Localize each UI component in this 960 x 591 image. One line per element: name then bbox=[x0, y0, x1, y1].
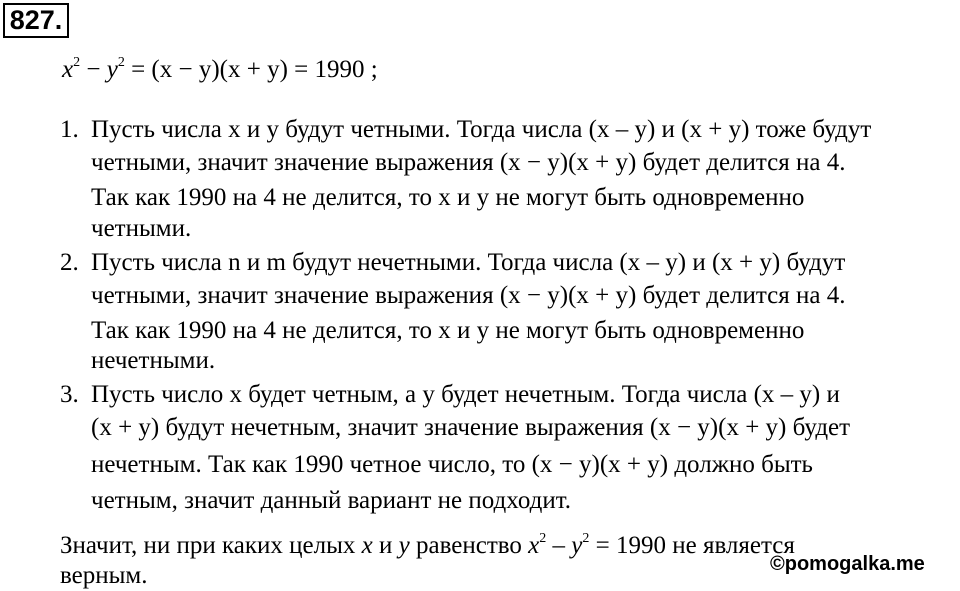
conclusion-mid: равенство bbox=[409, 532, 529, 559]
item-1-line-1: Пусть числа x и y будут четными. Тогда числа (x – y) и (x + y) тоже будут bbox=[91, 116, 872, 143]
conclusion-exp1: 2 bbox=[539, 531, 547, 546]
item-2-line-3: Так как 1990 на 4 не делится, то x и y не могут быть одновременно bbox=[91, 317, 805, 344]
formula-minus: − bbox=[80, 56, 107, 83]
formula-exp2: 2 bbox=[117, 55, 125, 70]
item-3-line-2: (x + y) будут нечетным, значит значение выражения (x − y)(x + y) будет bbox=[91, 414, 851, 441]
item-3-line-1: Пусть число x будет четным, а y будет нечетным. Тогда числа (x – y) и bbox=[91, 381, 840, 408]
main-formula bbox=[62, 56, 378, 84]
formula-semicolon: ; bbox=[370, 56, 378, 83]
item-1-line-3: Так как 1990 на 4 не делится, то x и y не могут быть одновременно bbox=[91, 184, 805, 211]
conclusion-x: x bbox=[361, 532, 373, 559]
conclusion-y: y bbox=[398, 532, 410, 559]
item-3-line-3: нечетным. Так как 1990 четное число, то (x − y)(x + y) должно быть bbox=[91, 451, 813, 478]
conclusion-text-start: Значит, ни при каких целых bbox=[60, 532, 362, 559]
conclusion-exp2: 2 bbox=[582, 531, 590, 546]
conclusion-dash: – bbox=[546, 532, 572, 559]
watermark: ©pomogalka.me bbox=[770, 553, 925, 575]
item-1-line-2: четными, значит значение выражения (x − y)(x + y) будет делится на 4. bbox=[91, 149, 846, 176]
formula-y: y bbox=[106, 56, 118, 83]
item-3-number: 3. bbox=[60, 381, 79, 408]
conclusion-formula-y: y bbox=[571, 532, 583, 559]
item-2-line-2: четными, значит значение выражения (x − y)(x + y) будет делится на 4. bbox=[91, 282, 846, 309]
conclusion-formula-x: x bbox=[528, 532, 540, 559]
formula-exp1: 2 bbox=[73, 55, 81, 70]
formula-x: x bbox=[62, 56, 74, 83]
formula-rest: = (x − y)(x + y) = 1990 bbox=[124, 56, 365, 83]
item-1-number: 1. bbox=[60, 116, 79, 143]
problem-number: 827. bbox=[3, 3, 69, 38]
item-2-line-1: Пусть числа n и m будут нечетными. Тогда числа (x – y) и (x + y) будут bbox=[91, 249, 846, 276]
item-1-line-4: четными. bbox=[91, 215, 192, 242]
item-3-line-4: четным, значит данный вариант не подходит. bbox=[91, 487, 571, 514]
item-2-line-4: нечетными. bbox=[91, 347, 216, 374]
item-2-number: 2. bbox=[60, 249, 79, 276]
conclusion-line-1 bbox=[60, 531, 795, 561]
conclusion-eq: = 1990 не является bbox=[589, 532, 795, 559]
conclusion-and: и bbox=[372, 532, 399, 559]
conclusion-line-2: верным. bbox=[60, 562, 148, 589]
